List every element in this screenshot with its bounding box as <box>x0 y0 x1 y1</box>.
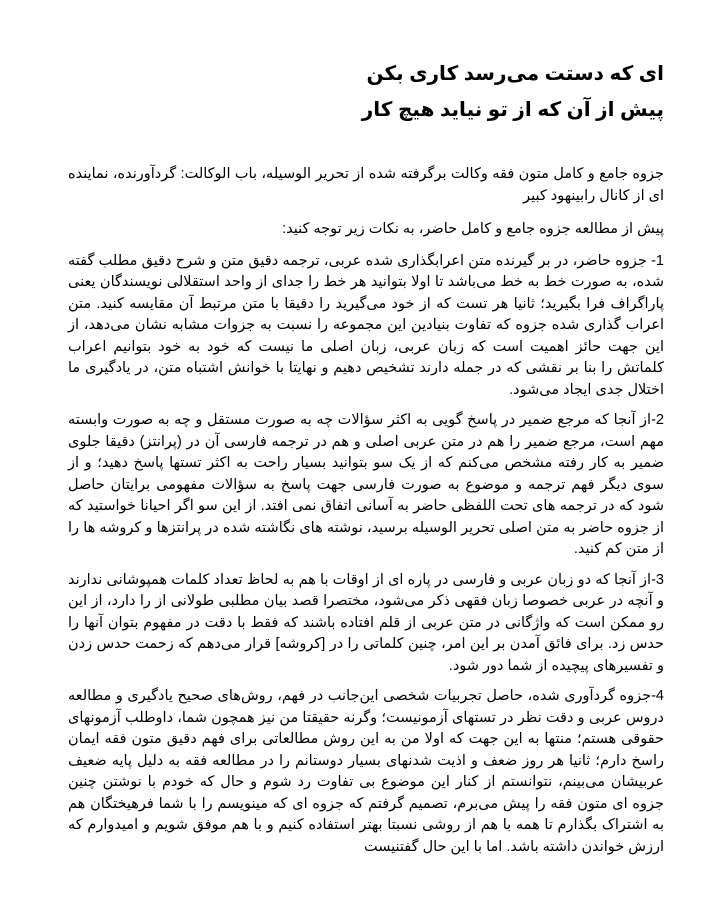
note-item-2: 2-از آنجا که مرجع ضمیر در پاسخ گویی به اکثر سؤالات چه به صورت مستقل و چه به صورت وابسته مهم است، مرجع ضمیر را هم در متن عربی اصلی و هم در ترجمه فارسی آن در (پرانتز) دقیقا جلوی ضمیر به کار رفته مشخص می‌کنم که از یک سو بتوانید بسیار راحت به اکثر تستها پاسخ دهید؛ و از سوی دیگر فهم ترجمه و موضوع به صورت فارسی جهت پاسخ به سؤالات مفهومی برایتان حاصل شود که در ترجمه های تحت اللفظی حاضر به آسانی اتفاق نمی افتد. از این سو اگر احیانا خواستید که از جزوه حاضر به متن اصلی تحریر الوسیله برسید، نوشته های نگاشته شده در پرانتزها و کروشه ها را از متن کم کنید. <box>68 412 664 557</box>
title-block <box>68 56 664 128</box>
title-line-2: پیش از آن که از تو نیاید هیچ کار <box>361 99 664 121</box>
title-line-1: ای که دستت می‌رسد کاری بکن <box>366 63 664 85</box>
note-item-3: 3-از آنجا که دو زبان عربی و فارسی در پاره ای از اوقات با هم به لحاظ تعداد کلمات همپوشانی ندارند و آنچه در عربی خصوصا زبان فقهی ذکر می‌شود، مختصرا قصد بیان مطلبی طولانی از را دارد، از این رو ممکن است که واژگانی در متن عربی از قلم افتاده باشند که فقط با دقت در مفهوم بتوان آنها را حدس زد. برای فائق آمدن بر این امر، چنین کلماتی را در [کروشه] قرار می‌دهم که زحمت حدس زدن و تفسیرهای پیچیده از شما دور شود. <box>68 571 664 674</box>
note-item-4: 4-جزوه گردآوری شده، حاصل تجربیات شخصی این‌جانب در فهم، روش‌های صحیح یادگیری و مطالعه دروس عربی و دقت نظر در تستهای آزمونیست؛ وگرنه حقیقتا من نیز همچون شما، داوطلب آزمونهای حقوقی هستم؛ منتها به این جهت که اولا من به این روش مطالعاتی برای فهم دقیق متون فقه ایمان راسخ دارم؛ ثانیا هر روز ضعف و اذیت شدنهای بسیار دوستانم را در مطالعه فقه به دلیل پایه ضعیف عربیشان می‌بینم، نتوانستم از کنار این موضوع بی تفاوت رد شوم و حال که خودم با نوشتن چنین جزوه ای متون فقه را پیش می‌برم، تصمیم گرفتم که جزوه ای که مینویسم را با شما فرهیختگان هم به اشتراک بگذارم تا همه با هم از روشی نسبتا بهتر استفاده کنیم و با هم موفق شویم و امیدوارم که ارزش خواندن داشته باشد. اما با این حال گفتنیست <box>68 688 664 855</box>
note-item-1: 1- جزوه حاضر، در بر گیرنده متن اعرابگذاری شده عربی، ترجمه دقیق متن و شرح دقیق مطلب گفته شده، به صورت خط به خط می‌باشد تا اولا بتوانید هر خط را جدای از واحد استقلالی نویسندگان یعنی پاراگراف فرا بگیرید؛ ثانیا هر تست که از خود می‌گیرید را دقیقا با متن مرتبط آن مقایسه کنید. متن اعراب گذاری شده جزوه که تفاوت بنیادین این مجموعه را نسبت به جزوات مشابه نشان می‌دهد، از این جهت حائز اهمیت است که زبان عربی، زبان اصلی ما نیست که خود به خود بتوانیم اعراب کلماتش را بنا بر نقشی که در جمله دارند تشخیص دهیم و نهایتا با خوانش اشتباه متن، در یادگیری ما اختلال جدی ایجاد می‌شود. <box>68 252 664 398</box>
intro-paragraph: جزوه جامع و کامل متون فقه وکالت برگرفته شده از تحریر الوسیله، باب الوکالت: گردآورنده، نماینده ای از کانال رابینهود کبیر <box>68 166 664 204</box>
lead-paragraph: پیش از مطالعه جزوه جامع و کامل حاضر، به نکات زیر توجه کنید: <box>282 221 664 237</box>
